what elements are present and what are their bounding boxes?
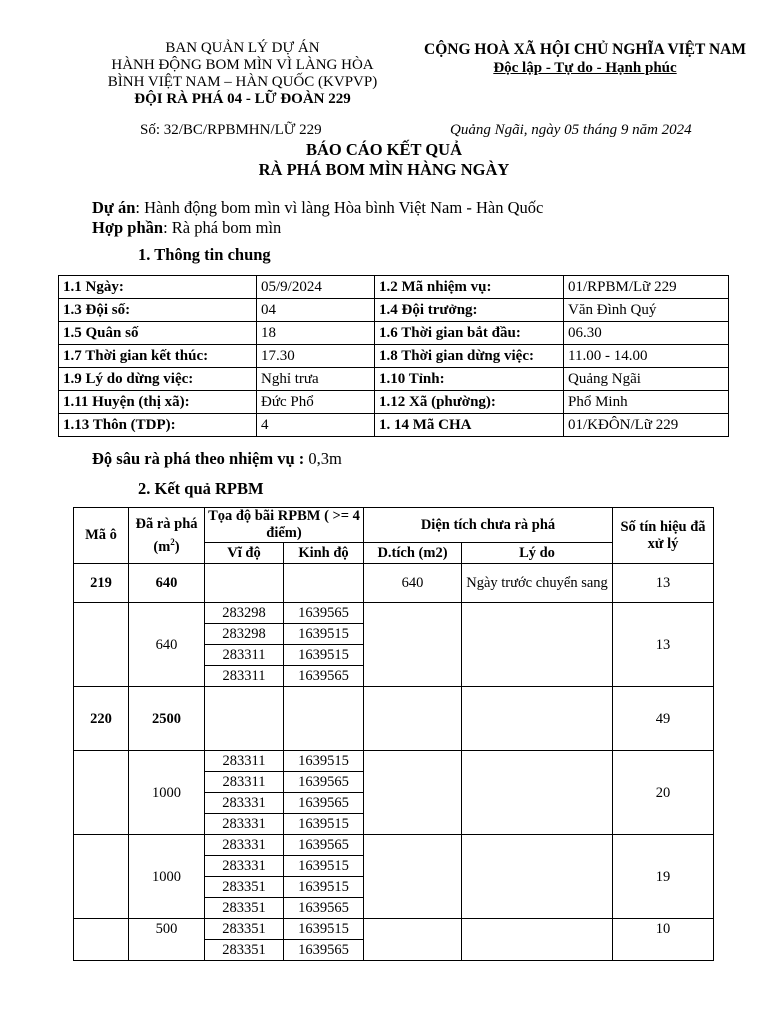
info-label: 1.7 Thời gian kết thúc: (59, 345, 257, 368)
cell-lon: 1639515 (284, 919, 364, 940)
cell-lon: 1639565 (284, 772, 364, 793)
cell-area: 640 (364, 564, 462, 603)
info-value: 05/9/2024 (257, 276, 375, 299)
table-row (74, 919, 714, 940)
header-lat: Vĩ độ (205, 543, 284, 564)
cell-reason (462, 751, 613, 835)
cell-area (364, 751, 462, 835)
info-label: 1.5 Quân số (59, 322, 257, 345)
cell-signals: 13 (613, 603, 714, 687)
cell-lat: 283311 (205, 772, 284, 793)
reference-number: Số: 32/BC/RPBMHN/LỮ 229 (140, 122, 322, 138)
header-cell-code: Mã ô (74, 508, 129, 564)
section-1-title: 1. Thông tin chung (138, 245, 271, 264)
header-uncleared: Diện tích chưa rà phá (364, 508, 613, 543)
project-info (92, 198, 543, 238)
header-coords: Tọa độ bãi RPBM ( >= 4 điểm) (205, 508, 364, 543)
cell-signals: 20 (613, 751, 714, 835)
cell-lat: 283298 (205, 624, 284, 645)
info-value: Quảng Ngãi (564, 368, 729, 391)
cell-area (364, 919, 462, 961)
cell-lon: 1639565 (284, 940, 364, 961)
cell-lon: 1639565 (284, 666, 364, 687)
info-value: Phổ Minh (564, 391, 729, 414)
project-value: : Hành động bom mìn vì làng Hòa bình Việt Nam - Hàn Quốc (135, 198, 544, 217)
cell-lat: 283351 (205, 940, 284, 961)
info-value: 11.00 - 14.00 (564, 345, 729, 368)
cell-lon: 1639515 (284, 624, 364, 645)
cell-reason (462, 603, 613, 687)
cell-cleared: 640 (129, 564, 205, 603)
org-line-1: BAN QUẢN LÝ DỰ ÁN (165, 40, 320, 56)
info-label: 1.6 Thời gian bắt đầu: (375, 322, 564, 345)
cell-code (74, 835, 129, 919)
cell-area (364, 603, 462, 687)
org-line-2: HÀNH ĐỘNG BOM MÌN VÌ LÀNG HÒA (111, 57, 374, 73)
table-row (74, 835, 714, 856)
cell-reason (462, 835, 613, 919)
unit-name: ĐỘI RÀ PHÁ 04 - LỮ ĐOÀN 229 (134, 91, 351, 107)
results-table (73, 507, 714, 961)
cell-lat: 283331 (205, 814, 284, 835)
cell-cleared: 1000 (129, 835, 205, 919)
component-value: : Rà phá bom mìn (163, 218, 282, 237)
cell-lat: 283331 (205, 856, 284, 877)
title-line-2: RÀ PHÁ BOM MÌN HÀNG NGÀY (258, 160, 510, 179)
section-2-title: 2. Kết quả RPBM (138, 479, 264, 498)
cell-cleared: 1000 (129, 751, 205, 835)
info-row (59, 368, 729, 391)
info-value: 4 (257, 414, 375, 437)
cell-lon: 1639515 (284, 751, 364, 772)
cell-signals: 13 (613, 564, 714, 603)
project-label: Dự án (92, 198, 136, 217)
nation-name: CỘNG HOÀ XÃ HỘI CHỦ NGHĨA VIỆT NAM (424, 41, 746, 58)
cell-lat (205, 564, 284, 603)
info-value: 17.30 (257, 345, 375, 368)
nation-header (405, 40, 765, 78)
component-label: Hợp phần (92, 218, 164, 237)
cell-lat: 283351 (205, 877, 284, 898)
cell-lon: 1639565 (284, 793, 364, 814)
cell-code: 220 (74, 687, 129, 751)
info-row (59, 322, 729, 345)
cell-cleared: 2500 (129, 687, 205, 751)
info-label: 1.13 Thôn (TDP): (59, 414, 257, 437)
cell-reason (462, 687, 613, 751)
info-row (59, 345, 729, 368)
general-info-table (58, 275, 729, 437)
organization-header (80, 40, 405, 108)
info-label: 1.10 Tỉnh: (375, 368, 564, 391)
depth-label: Độ sâu rà phá theo nhiệm vụ : (92, 449, 305, 468)
cell-lon: 1639515 (284, 877, 364, 898)
cell-lon: 1639515 (284, 856, 364, 877)
title-line-1: BÁO CÁO KẾT QUẢ (305, 140, 462, 159)
info-value: 01/KĐÔN/Lữ 229 (564, 414, 729, 437)
cell-code (74, 751, 129, 835)
header-signals: Số tín hiệu đã xử lý (613, 508, 714, 564)
info-label: 1.12 Xã (phường): (375, 391, 564, 414)
info-row (59, 299, 729, 322)
cell-lon: 1639515 (284, 645, 364, 666)
cell-cleared: 500 (129, 919, 205, 961)
cell-lat: 283331 (205, 793, 284, 814)
cell-lat: 283311 (205, 645, 284, 666)
depth-info (92, 449, 342, 469)
table-row (74, 603, 714, 624)
info-row (59, 414, 729, 437)
cell-lat: 283331 (205, 835, 284, 856)
cell-lon (284, 687, 364, 751)
motto: Độc lập - Tự do - Hạnh phúc (493, 60, 677, 76)
info-value: Nghỉ trưa (257, 368, 375, 391)
org-line-3: BÌNH VIỆT NAM – HÀN QUỐC (KVPVP) (107, 74, 378, 90)
header-cleared: Đã rà phá $(m^2)$ (129, 508, 205, 564)
info-label: 1.2 Mã nhiệm vụ: (375, 276, 564, 299)
info-label: 1. 14 Mã CHA (375, 414, 564, 437)
info-value: 18 (257, 322, 375, 345)
header-area: D.tích (m2) (364, 543, 462, 564)
cell-lat: 283298 (205, 603, 284, 624)
info-value: 04 (257, 299, 375, 322)
cell-reason: Ngày trước chuyển sang (462, 564, 613, 603)
header-lon: Kinh độ (284, 543, 364, 564)
info-row (59, 276, 729, 299)
info-value: 01/RPBM/Lữ 229 (564, 276, 729, 299)
info-label: 1.11 Huyện (thị xã): (59, 391, 257, 414)
cell-lon: 1639515 (284, 814, 364, 835)
info-value: 06.30 (564, 322, 729, 345)
cell-lon (284, 564, 364, 603)
cell-code: 219 (74, 564, 129, 603)
info-label: 1.9 Lý do dừng việc: (59, 368, 257, 391)
cell-lat: 283311 (205, 666, 284, 687)
cell-code (74, 919, 129, 961)
cell-lat: 283311 (205, 751, 284, 772)
cell-lon: 1639565 (284, 603, 364, 624)
depth-value: 0,3m (304, 449, 342, 468)
cell-lon: 1639565 (284, 835, 364, 856)
cell-signals: 19 (613, 835, 714, 919)
table-row (74, 564, 714, 603)
header-reason: Lý do (462, 543, 613, 564)
info-value: Văn Đình Quý (564, 299, 729, 322)
cell-lon: 1639565 (284, 898, 364, 919)
cell-lat: 283351 (205, 898, 284, 919)
info-label: 1.8 Thời gian dừng việc: (375, 345, 564, 368)
cell-area (364, 835, 462, 919)
cell-code (74, 603, 129, 687)
table-row (74, 687, 714, 751)
cell-reason (462, 919, 613, 961)
info-label: 1.1 Ngày: (59, 276, 257, 299)
cell-cleared: 640 (129, 603, 205, 687)
document-title (0, 140, 768, 180)
info-row (59, 391, 729, 414)
info-label: 1.4 Đội trưởng: (375, 299, 564, 322)
cell-lat: 283351 (205, 919, 284, 940)
place-date: Quảng Ngãi, ngày 05 tháng 9 năm 2024 (450, 122, 692, 138)
table-row (74, 751, 714, 772)
info-label: 1.3 Đội số: (59, 299, 257, 322)
cell-lat (205, 687, 284, 751)
cell-signals: 10 (613, 919, 714, 961)
cell-area (364, 687, 462, 751)
cell-signals: 49 (613, 687, 714, 751)
info-value: Đức Phổ (257, 391, 375, 414)
